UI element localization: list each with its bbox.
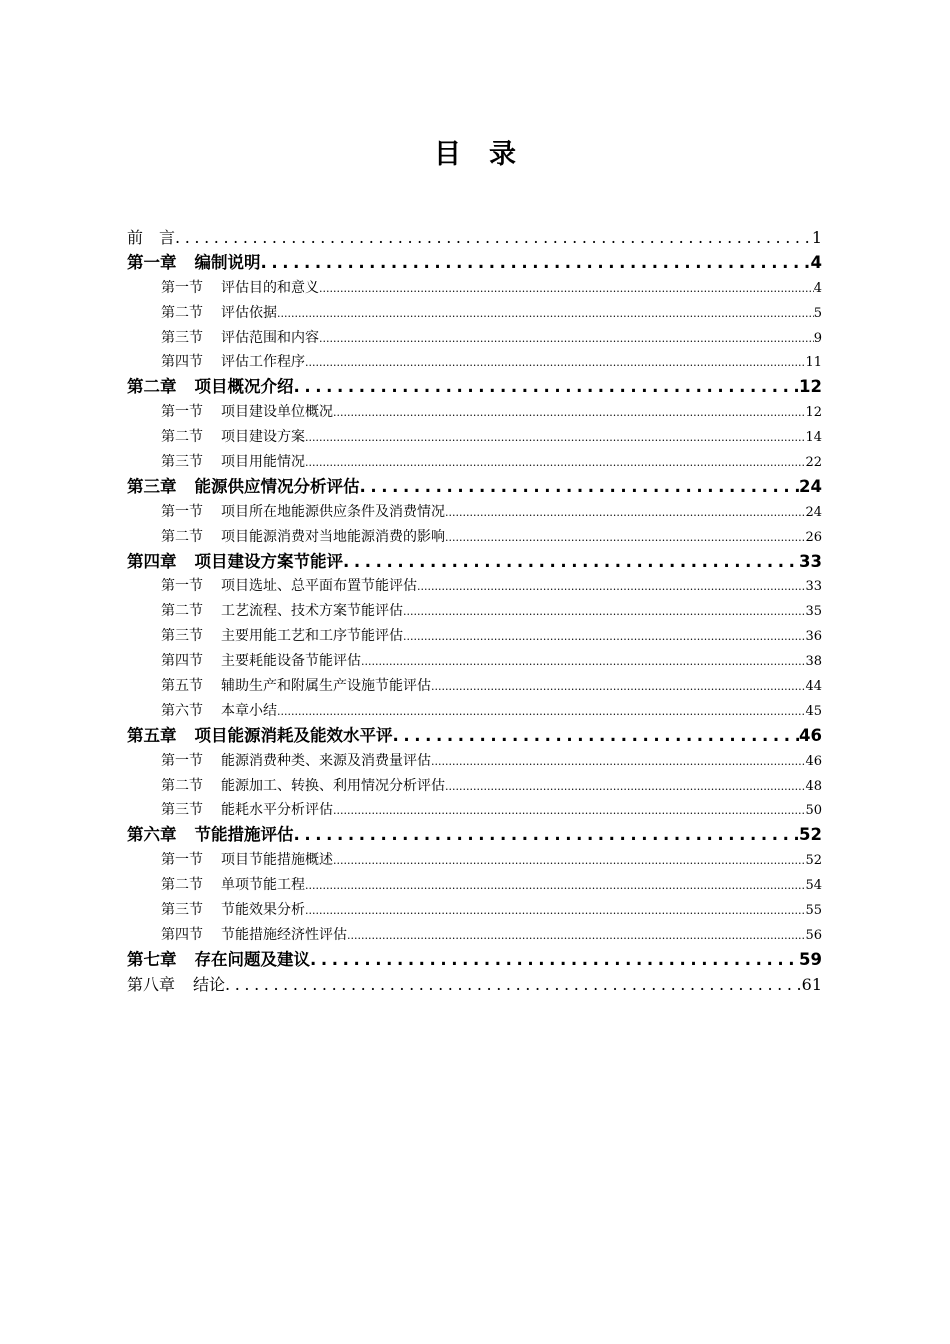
toc-entry-number: 第一节 [161, 578, 203, 595]
toc-section-entry[interactable] [127, 301, 822, 326]
toc-dot-leader [277, 302, 814, 326]
toc-chapter-entry[interactable] [127, 948, 822, 973]
toc-dot-leader [225, 973, 802, 998]
toc-entry-number: 第二节 [161, 528, 203, 545]
toc-dot-leader [310, 948, 799, 973]
toc-entry-number: 第四章 [127, 551, 177, 571]
toc-page-number: 26 [805, 529, 822, 545]
toc-entry-number: 第三节 [161, 802, 203, 819]
toc-entry-title: 能源消费种类、来源及消费量评估 [221, 752, 431, 769]
toc-entry-title: 工艺流程、技术方案节能评估 [221, 603, 403, 620]
toc-entry-number: 第六章 [127, 825, 177, 845]
toc-page-number: 4 [810, 252, 822, 272]
toc-section-entry[interactable] [127, 326, 822, 351]
toc-entry-title: 主要用能工艺和工序节能评估 [221, 628, 403, 645]
toc-entry-label [161, 525, 445, 550]
toc-entry-label [161, 749, 431, 774]
toc-dot-leader [333, 401, 805, 425]
toc-chapter-entry[interactable] [127, 823, 822, 848]
toc-entry-label [161, 798, 333, 823]
toc-entry-title: 项目所在地能源供应条件及消费情况 [221, 503, 445, 520]
toc-page-number: 35 [805, 604, 822, 620]
toc-chapter-entry[interactable] [127, 375, 822, 400]
toc-entry-label [161, 500, 445, 525]
toc-dot-leader [431, 750, 805, 774]
toc-entry-number: 第五章 [127, 725, 177, 745]
toc-entry-title: 评估依据 [221, 304, 277, 321]
toc-dot-leader [333, 849, 805, 873]
toc-entry-title: 辅助生产和附属生产设施节能评估 [221, 678, 431, 695]
toc-section-entry[interactable] [127, 923, 822, 948]
toc-entry-label [161, 774, 445, 799]
toc-entry-title: 单项节能工程 [221, 877, 305, 894]
toc-entry-number: 第一章 [127, 252, 177, 272]
toc-entry-title: 节能措施评估 [194, 825, 294, 845]
toc-page-number: 48 [805, 778, 822, 794]
toc-page-number: 12 [799, 377, 822, 397]
toc-page-number: 5 [813, 305, 822, 321]
toc-entry-label [161, 923, 347, 948]
toc-entry-number: 第三节 [161, 329, 203, 346]
toc-page-number: 11 [805, 355, 822, 371]
toc-entry-number: 第一节 [161, 404, 203, 421]
toc-entry-label [161, 873, 305, 898]
toc-section-entry[interactable] [127, 400, 822, 425]
toc-entry-number: 第二节 [161, 877, 203, 894]
toc-entry-title: 评估工作程序 [221, 354, 305, 371]
toc-page-number: 24 [805, 504, 822, 520]
toc-entry-label [127, 973, 225, 998]
toc-entry-label [161, 848, 333, 873]
toc-dot-leader [431, 675, 805, 699]
toc-dot-leader [175, 226, 812, 251]
toc-entry-number: 第八章 [127, 974, 176, 994]
toc-dot-leader [347, 924, 805, 948]
toc-dot-leader [261, 251, 811, 276]
toc-entry-title: 项目用能情况 [221, 454, 305, 471]
toc-dot-leader [305, 451, 805, 475]
toc-dot-leader [403, 600, 805, 624]
toc-dot-leader [445, 526, 805, 550]
toc-entry-number: 第一节 [161, 503, 203, 520]
toc-entry-label [161, 301, 277, 326]
toc-entry-number: 第七章 [127, 949, 177, 969]
toc-entry-title: 主要耗能设备节能评估 [221, 653, 361, 670]
toc-page-number: 22 [805, 455, 822, 471]
toc-dot-leader [294, 823, 800, 848]
toc-page-number: 54 [805, 878, 822, 894]
toc-page-number: 61 [801, 974, 822, 994]
toc-entry-label [127, 724, 393, 749]
toc-section-entry[interactable] [127, 898, 822, 923]
toc-page-number: 33 [799, 551, 822, 571]
toc-page-number: 9 [813, 330, 822, 346]
toc-page-number: 56 [805, 927, 822, 943]
toc-section-entry[interactable] [127, 599, 822, 624]
toc-entry-number: 第四节 [161, 926, 203, 943]
table-of-contents [127, 226, 822, 998]
toc-entry-number: 第二节 [161, 304, 203, 321]
toc-entry-title: 项目能源消费对当地能源消费的影响 [221, 528, 445, 545]
toc-chapter-entry[interactable] [127, 475, 822, 500]
toc-section-entry[interactable] [127, 500, 822, 525]
toc-section-entry[interactable] [127, 624, 822, 649]
toc-section-entry[interactable] [127, 774, 822, 799]
toc-section-entry[interactable] [127, 450, 822, 475]
toc-page-number: 1 [811, 228, 822, 247]
toc-entry-number: 第二节 [161, 777, 203, 794]
toc-entry-label [161, 599, 403, 624]
toc-entry-number: 第四节 [161, 354, 203, 371]
toc-dot-leader [445, 501, 805, 525]
toc-chapter-entry[interactable] [127, 251, 822, 276]
toc-section-entry[interactable] [127, 798, 822, 823]
toc-entry-title: 编制说明 [194, 252, 261, 272]
toc-entry-number: 第五节 [161, 678, 203, 695]
toc-entry-label [127, 475, 360, 500]
toc-entry-title: 能源加工、转换、利用情况分析评估 [221, 777, 445, 794]
toc-page-number: 52 [805, 853, 822, 869]
toc-entry-title: 评估目的和意义 [221, 279, 319, 296]
toc-chapter-entry[interactable] [127, 550, 822, 575]
toc-entry-number: 第三节 [161, 902, 203, 919]
page-title: 目录 [434, 139, 544, 170]
toc-entry-title: 项目节能措施概述 [221, 852, 333, 869]
toc-entry-label [127, 823, 294, 848]
toc-entry-title: 项目建设方案节能评 [194, 551, 343, 571]
toc-dot-leader [333, 799, 805, 823]
toc-dot-leader [393, 724, 800, 749]
toc-chapter-entry[interactable] [127, 973, 822, 998]
toc-entry-label [127, 251, 261, 276]
toc-entry-number: 第三章 [127, 476, 177, 496]
toc-dot-leader [305, 426, 805, 450]
toc-section-entry[interactable] [127, 873, 822, 898]
toc-entry-number: 第二节 [161, 429, 203, 446]
toc-dot-leader [403, 625, 805, 649]
toc-entry-number: 第一节 [161, 852, 203, 869]
toc-entry-title: 节能效果分析 [221, 902, 305, 919]
toc-entry-label [161, 450, 305, 475]
toc-page-number: 33 [805, 579, 822, 595]
toc-dot-leader [319, 277, 814, 301]
toc-entry-title: 项目选址、总平面布置节能评估 [221, 578, 417, 595]
toc-entry-label [161, 400, 333, 425]
toc-entry-title: 能耗水平分析评估 [221, 802, 333, 819]
toc-entry-label [161, 674, 431, 699]
toc-section-entry[interactable] [127, 276, 822, 301]
toc-page-number: 38 [805, 654, 822, 670]
toc-section-entry[interactable] [127, 749, 822, 774]
toc-entry-label [161, 574, 417, 599]
toc-entry-number: 第六节 [161, 702, 203, 719]
toc-page-number: 14 [805, 430, 822, 446]
toc-page-number: 45 [805, 703, 822, 719]
toc-section-entry[interactable] [127, 425, 822, 450]
toc-entry-title: 结论 [193, 974, 226, 994]
toc-entry-label [161, 699, 277, 724]
toc-dot-leader [305, 899, 805, 923]
toc-chapter-entry[interactable] [127, 226, 822, 251]
toc-entry-number: 第四节 [161, 653, 203, 670]
toc-dot-leader [305, 351, 805, 375]
toc-page-number: 4 [813, 280, 822, 296]
toc-entry-number: 第二节 [161, 603, 203, 620]
toc-page-number: 50 [805, 803, 822, 819]
toc-page-number: 24 [799, 476, 822, 496]
toc-section-entry[interactable] [127, 848, 822, 873]
toc-entry-label [161, 649, 361, 674]
toc-page-number: 55 [805, 903, 822, 919]
toc-entry-title: 本章小结 [221, 702, 277, 719]
toc-dot-leader [294, 375, 800, 400]
toc-dot-leader [277, 700, 805, 724]
toc-entry-label [127, 948, 310, 973]
toc-entry-number: 第二章 [127, 377, 177, 397]
toc-page-number: 46 [799, 725, 822, 745]
toc-entry-label [161, 326, 319, 351]
toc-page-number: 46 [805, 753, 822, 769]
toc-entry-number: 第一节 [161, 279, 203, 296]
toc-entry-title: 项目建设方案 [221, 429, 305, 446]
toc-page-number: 12 [805, 405, 822, 421]
toc-page-number: 59 [799, 949, 822, 969]
toc-section-entry[interactable] [127, 649, 822, 674]
toc-section-entry[interactable] [127, 525, 822, 550]
toc-dot-leader [417, 575, 805, 599]
toc-entry-label [161, 425, 305, 450]
toc-entry-title: 项目能源消耗及能效水平评 [194, 725, 393, 745]
toc-entry-title: 节能措施经济性评估 [221, 926, 347, 943]
toc-section-entry[interactable] [127, 350, 822, 375]
toc-entry-number: 前 言 [127, 228, 176, 247]
toc-entry-title: 能源供应情况分析评估 [194, 476, 360, 496]
toc-dot-leader [343, 550, 799, 575]
toc-entry-title: 项目建设单位概况 [221, 404, 333, 421]
toc-entry-label [161, 276, 319, 301]
toc-dot-leader [305, 874, 805, 898]
toc-entry-title: 评估范围和内容 [221, 329, 319, 346]
toc-section-entry[interactable] [127, 699, 822, 724]
toc-entry-label [161, 898, 305, 923]
toc-entry-title: 项目概况介绍 [194, 377, 294, 397]
toc-entry-number: 第一节 [161, 752, 203, 769]
toc-entry-label [127, 375, 294, 400]
toc-page-number: 52 [799, 825, 822, 845]
toc-section-entry[interactable] [127, 674, 822, 699]
toc-entry-label [161, 350, 305, 375]
toc-dot-leader [360, 475, 800, 500]
toc-entry-label [127, 550, 343, 575]
toc-dot-leader [361, 650, 805, 674]
toc-entry-number: 第三节 [161, 454, 203, 471]
toc-section-entry[interactable] [127, 574, 822, 599]
toc-entry-number: 第三节 [161, 628, 203, 645]
toc-page-number: 44 [805, 679, 822, 695]
toc-entry-title: 存在问题及建议 [194, 949, 310, 969]
toc-entry-label [127, 226, 175, 251]
toc-entry-label [161, 624, 403, 649]
toc-chapter-entry[interactable] [127, 724, 822, 749]
toc-dot-leader [445, 775, 805, 799]
toc-page-number: 36 [805, 629, 822, 645]
toc-dot-leader [319, 327, 814, 351]
